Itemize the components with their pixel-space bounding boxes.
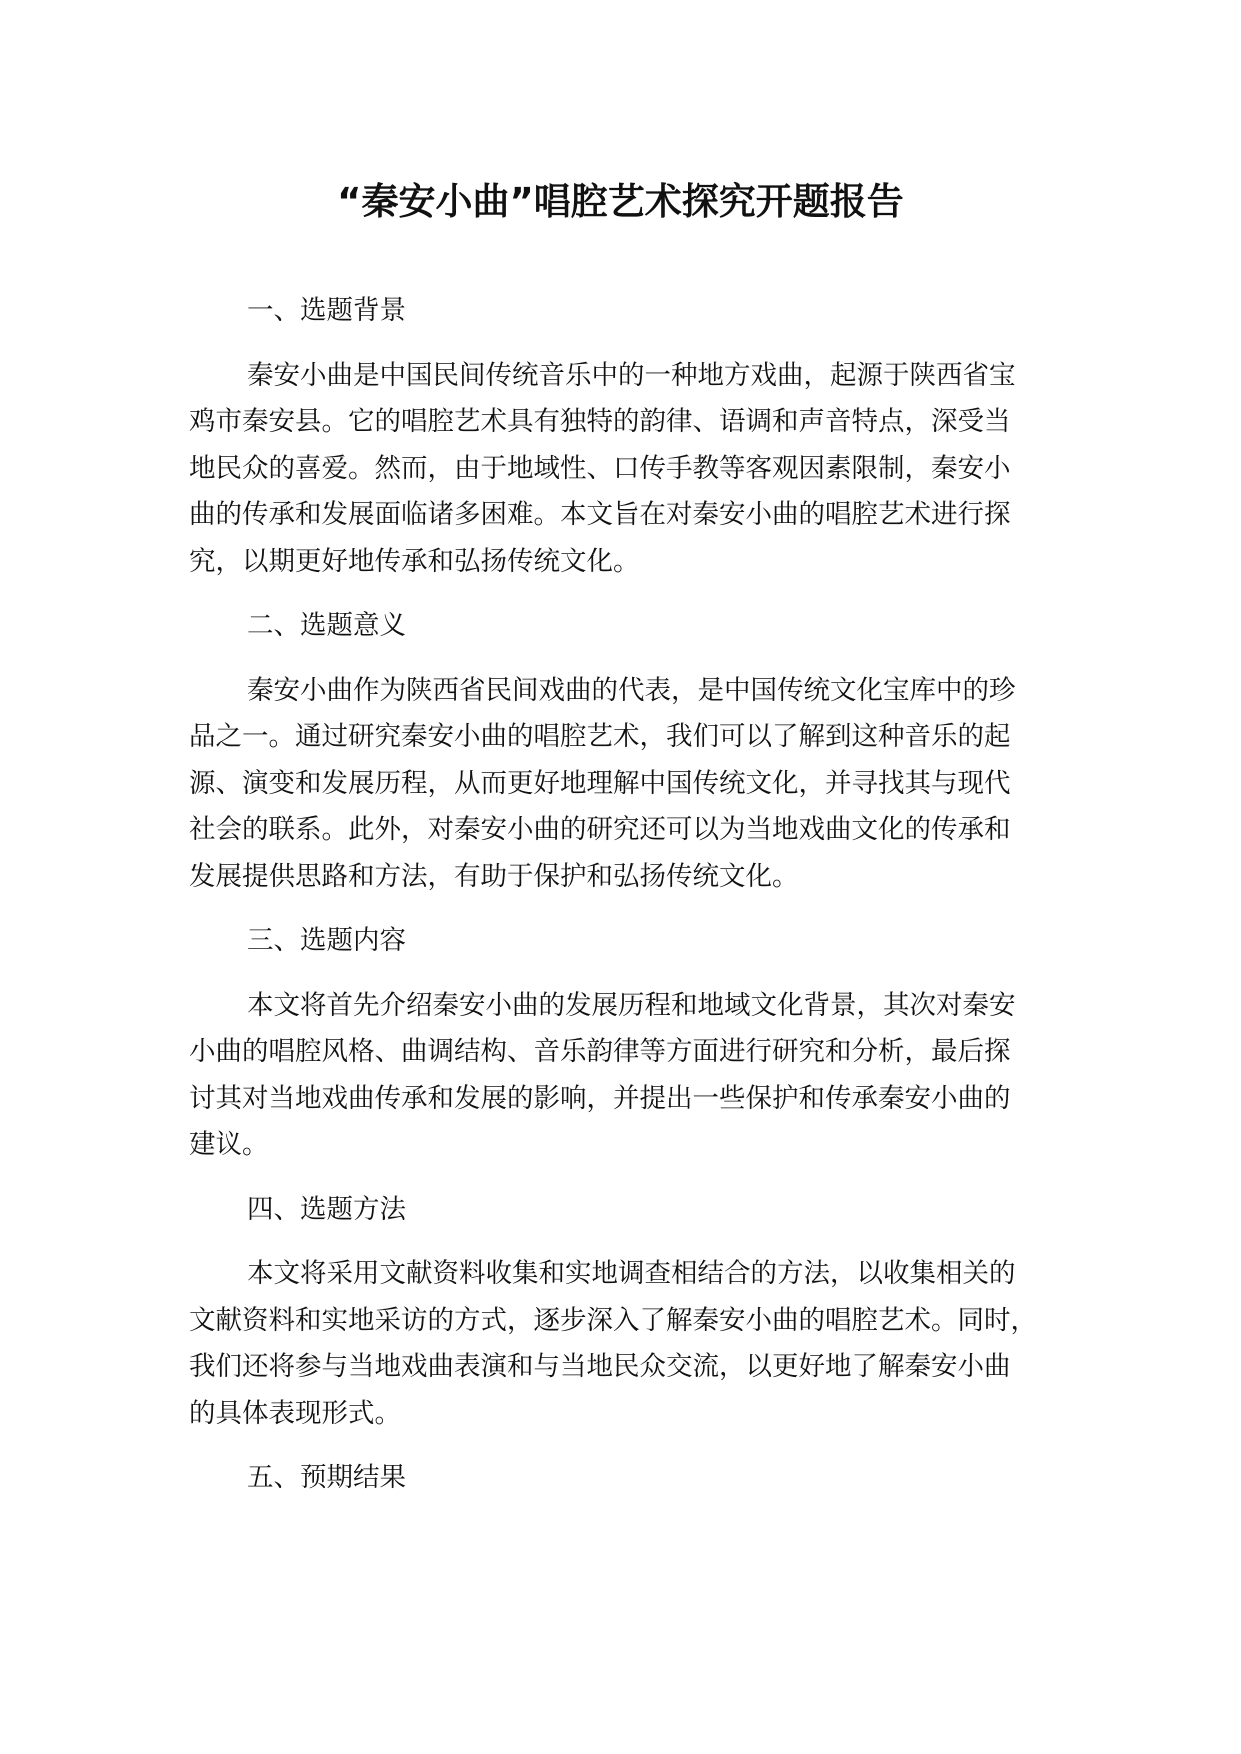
section-paragraph [189,983,1044,1169]
section-heading: 一、选题背景 [247,295,406,326]
paragraph-line: 源、演变和发展历程，从而更好地理解中国传统文化，并寻找其与现代 [189,767,1011,799]
paragraph-line: 小曲的唱腔风格、曲调结构、音乐韵律等方面进行研究和分析，最后探 [189,1036,1011,1067]
paragraph-line: 本文将采用文献资料收集和实地调查相结合的方法，以收集相关的 [247,1258,1016,1289]
section-heading: 三、选题内容 [247,925,406,956]
section-paragraph [189,1251,1044,1437]
paragraph-line: 文献资料和实地采访的方式，逐步深入了解秦安小曲的唱腔艺术。同时， [189,1304,1037,1336]
paragraph-line: 我们还将参与当地戏曲表演和与当地民众交流，以更好地了解秦安小曲 [189,1351,1011,1382]
paragraph-line: 曲的传承和发展面临诸多困难。本文旨在对秦安小曲的唱腔艺术进行探 [189,499,1011,530]
paragraph-line: 地民众的喜爱。然而，由于地域性、口传手教等客观因素限制，秦安小 [189,452,1011,484]
paragraph-line: 品之一。通过研究秦安小曲的唱腔艺术，我们可以了解到这种音乐的起 [189,721,1011,752]
paragraph-line: 秦安小曲作为陕西省民间戏曲的代表，是中国传统文化宝库中的珍 [247,674,1016,706]
paragraph-line: 本文将首先介绍秦安小曲的发展历程和地域文化背景，其次对秦安 [247,989,1016,1021]
paragraph-line: 秦安小曲是中国民间传统音乐中的一种地方戏曲，起源于陕西省宝 [247,359,1016,391]
paragraph-line: 鸡市秦安县。它的唱腔艺术具有独特的韵律、语调和声音特点，深受当 [189,406,1011,437]
paragraph-line: 究，以期更好地传承和弘扬传统文化。 [189,545,640,577]
section-paragraph [189,668,1044,901]
paragraph-line: 讨其对当地戏曲传承和发展的影响，并提出一些保护和传承秦安小曲的 [189,1082,1011,1114]
section-heading: 二、选题意义 [247,610,406,641]
section-paragraph [189,353,1044,586]
paragraph-line: 的具体表现形式。 [189,1397,401,1429]
section-heading: 四、选题方法 [247,1193,406,1225]
document-body [189,288,1044,1502]
paragraph-line: 发展提供思路和方法，有助于保护和弘扬传统文化。 [189,860,799,892]
page-title: “秦安小曲”唱腔艺术探究开题报告 [337,180,904,223]
paragraph-line: 建议。 [189,1129,269,1160]
section-heading: 五、预期结果 [247,1462,406,1493]
paragraph-line: 社会的联系。此外，对秦安小曲的研究还可以为当地戏曲文化的传承和 [189,814,1011,845]
